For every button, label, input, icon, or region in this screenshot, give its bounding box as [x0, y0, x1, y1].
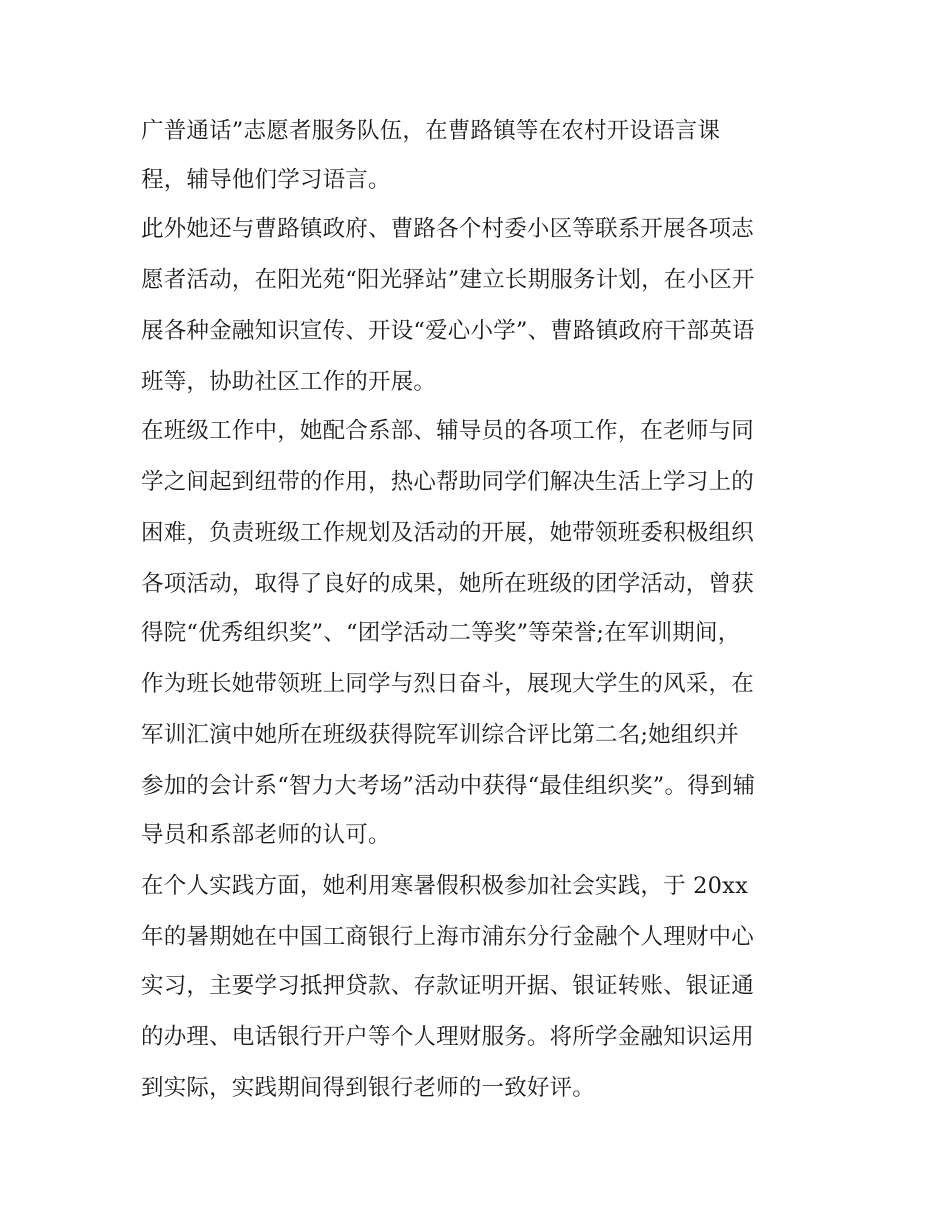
text-line: 在班级工作中，她配合系部、辅导员的各项工作，在老师与同: [141, 418, 754, 444]
text-line: 此外她还与曹路镇政府、曹路各个村委小区等联系开展各项志: [141, 216, 754, 242]
text-line: 导员和系部老师的认可。: [141, 822, 391, 848]
text-line: 班等，协助社区工作的开展。: [141, 369, 437, 395]
text-line: 学之间起到纽带的作用，热心帮助同学们解决生活上学习上的: [141, 469, 754, 495]
text-line: 到实际，实践期间得到银行老师的一致好评。: [141, 1075, 596, 1101]
text-line: 作为班长她带领班上同学与烈日奋斗，展现大学生的风采，在: [141, 671, 754, 697]
text-line: 广普通话”志愿者服务队伍，在曹路镇等在农村开设语言课: [141, 118, 721, 144]
text-line: 参加的会计系“智力大考场”活动中获得“最佳组织奖”。得到辅: [141, 773, 756, 799]
text-line: 的办理、电话银行开户等个人理财服务。将所学金融知识运用: [141, 1024, 754, 1050]
text-line: 实习，主要学习抵押贷款、存款证明开据、银证转账、银证通: [141, 973, 754, 999]
text-line: 困难，负责班级工作规划及活动的开展，她带领班委积极组织: [141, 520, 754, 546]
text-line: 各项活动，取得了良好的成果，她所在班级的团学活动，曾获: [141, 571, 754, 597]
text-line: 得院“优秀组织奖”、“团学活动二等奖”等荣誉;在军训期间，: [141, 620, 741, 646]
text-line: 程，辅导他们学习语言。: [141, 167, 391, 193]
text-line: 愿者活动，在阳光苑“阳光驿站”建立长期服务计划，在小区开: [141, 267, 755, 293]
text-line: 军训汇演中她所在班级获得院军训综合评比第二名;她组织并: [141, 722, 739, 748]
text-line: 展各种金融知识宣传、开设“爱心小学”、曹路镇政府干部英语: [141, 318, 755, 344]
text-line: 年的暑期她在中国工商银行上海市浦东分行金融个人理财中心: [141, 924, 754, 950]
text-line: 在个人实践方面，她利用寒暑假积极参加社会实践，于 20xx: [141, 873, 748, 899]
